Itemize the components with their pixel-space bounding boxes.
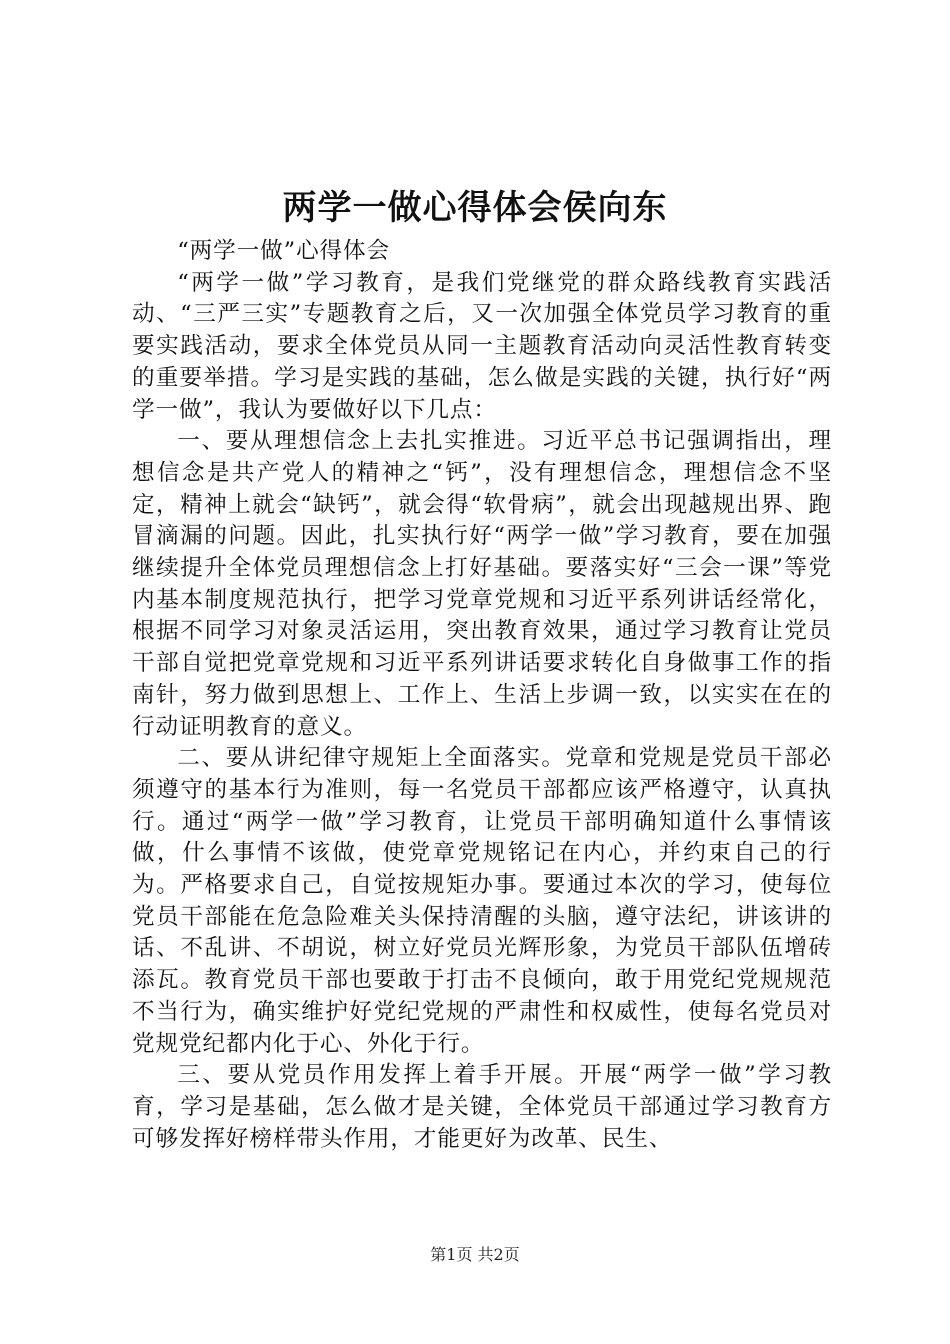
section-two-paragraph: 二、要从讲纪律守规矩上全面落实。党章和党规是党员干部必须遵守的基本行为准则，每一名党员干部都应该严格遵守，认真执行。通过“两学一做”学习教育，让党员干部明确知道什么事情该做，什么事情不该做，使党章党规铭记在内心，并约束自己的行为。严格要求自己，自觉按规矩办事。要通过本次的学习，使每位党员干部能在危急险难关头保持清醒的头脑，遵守法纪，讲该讲的话、不乱讲、不胡说，树立好党员光辉形象，为党员干部队伍增砖添瓦。教育党员干部也要敢于打击不良倾向，敢于用党纪党规规范不当行为，确实维护好党纪党规的严肃性和权威性，使每名党员对党规党纪都内化于心、外化于行。	[132, 745, 832, 1057]
page-number-footer: 第1页 共2页	[430, 1245, 520, 1264]
section-three-paragraph: 三、要从党员作用发挥上着手开展。开展“两学一做”学习教育，学习是基础，怎么做才是关键，全体党员干部通过学习教育方可够发挥好榜样带头作用，才能更好为改革、民生、	[132, 1062, 832, 1152]
document-body	[132, 236, 832, 1155]
subtitle-paragraph: “两学一做”心得体会	[177, 238, 391, 264]
section-one-paragraph: 一、要从理想信念上去扎实推进。习近平总书记强调指出，理想信念是共产党人的精神之“钙”，没有理想信念，理想信念不坚定，精神上就会“缺钙”，就会得“软骨病”，就会出现越规出界、跑冒滴漏的问题。因此，扎实执行好“两学一做”学习教育，要在加强继续提升全体党员理想信念上打好基础。要落实好“三会一课”等党内基本制度规范执行，把学习党章党规和习近平系列讲话经常化，根据不同学习对象灵活运用，突出教育效果，通过学习教育让党员干部自觉把党章党规和习近平系列讲话要求转化自身做事工作的指南针，努力做到思想上、工作上、生活上步调一致，以实实在在的行动证明教育的意义。	[132, 428, 832, 740]
intro-paragraph: “两学一做”学习教育，是我们党继党的群众路线教育实践活动、“三严三实”专题教育之后，又一次加强全体党员学习教育的重要实践活动，要求全体党员从同一主题教育活动向灵活性教育转变的重要举措。学习是实践的基础，怎么做是实践的关键，执行好“两学一做”，我认为要做好以下几点：	[132, 269, 832, 423]
document-title: 两学一做心得体会侯向东	[282, 188, 668, 228]
